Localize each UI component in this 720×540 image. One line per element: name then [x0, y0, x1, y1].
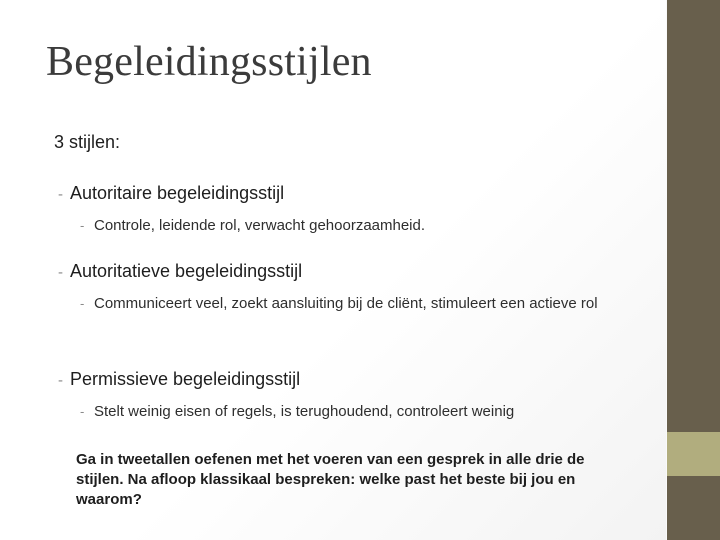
style-description: Controle, leidende rol, verwacht gehoorzaamheid.	[94, 217, 426, 234]
style-item-authoritarian	[58, 183, 620, 236]
style-item-permissive	[58, 369, 620, 422]
sub-bullet-dash: -	[80, 218, 85, 233]
bullet-dash: -	[58, 372, 63, 389]
style-description: Communiceert veel, zoekt aansluiting bij de cliënt, stimuleert een actieve rol	[94, 295, 598, 312]
style-name: Permissieve begeleidingsstijl	[70, 369, 301, 389]
assignment-text: Ga in tweetallen oefenen met het voeren van een gesprek in alle drie de stijlen. Na afloop klassikaal bespreken: welke past het beste bij jou en waarom?	[76, 451, 585, 508]
slide-title: Begeleidingsstijlen	[46, 39, 372, 85]
bullet-dash: -	[58, 186, 63, 203]
style-name: Autoritaire begeleidingsstijl	[70, 183, 285, 203]
bullet-dash: -	[58, 264, 63, 281]
sidebar-dark-segment-top	[666, 0, 720, 432]
style-name: Autoritatieve begeleidingsstijl	[70, 261, 303, 281]
sidebar-accent-segment	[666, 432, 720, 476]
theme-sidebar	[666, 0, 720, 540]
intro-text: 3 stijlen:	[54, 132, 121, 152]
style-item-authoritative	[58, 261, 620, 314]
style-description: Stelt weinig eisen of regels, is terughoudend, controleert weinig	[94, 403, 515, 420]
sub-bullet-dash: -	[80, 296, 85, 311]
sub-bullet-dash: -	[80, 404, 85, 419]
sidebar-divider	[666, 0, 667, 540]
sidebar-dark-segment-bottom	[666, 476, 720, 540]
